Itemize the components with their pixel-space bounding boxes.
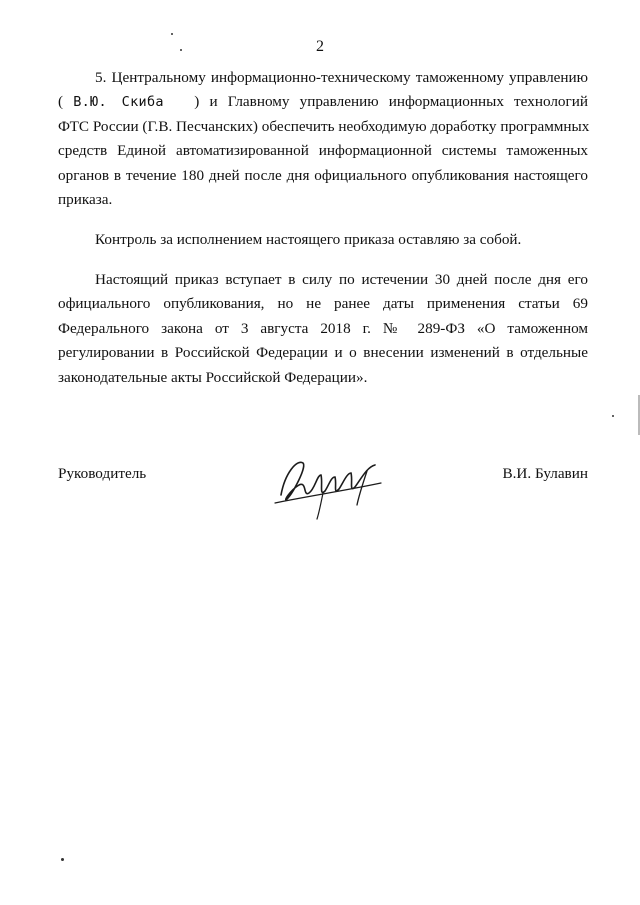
paragraph-5-line-4: средств Единой автоматизированной информационной системы таможенных	[58, 142, 588, 160]
paragraph-5-line-6: приказа.	[58, 191, 113, 209]
paragraph-control-line: Контроль за исполнением настоящего приказа оставляю за собой.	[95, 231, 522, 248]
paragraph-5	[58, 66, 588, 212]
signer-name: В.И. Булавин	[502, 465, 588, 482]
paragraph-5-open-paren: (	[58, 93, 64, 111]
paragraph-5-line-3: ФТС России (Г.В. Песчанских) обеспечить необходимую доработку программных	[58, 117, 590, 135]
paragraph-effect-line-2: официального опубликования, но не ранее даты применения статьи 69	[58, 295, 588, 313]
page-number: 2	[316, 38, 324, 55]
paragraph-effective-date	[58, 268, 588, 390]
paragraph-effect-line-4: регулировании в Российской Федерации и о внесении изменений в отдельные	[58, 344, 588, 362]
scan-speck	[171, 33, 173, 35]
scan-speck	[612, 415, 614, 417]
paragraph-5-line-1: 5. Центральному информационно-техническому таможенному управлению	[95, 69, 588, 86]
paragraph-control	[58, 228, 588, 252]
paragraph-5-line-2-rest: ) и Главному управлению информационных технологий	[194, 93, 588, 111]
signature-block	[58, 461, 588, 521]
typed-name-insert: В.Ю. Скиба	[73, 94, 164, 111]
paragraph-effect-line-5: законодательные акты Российской Федерации».	[58, 368, 368, 386]
signer-title: Руководитель	[58, 465, 147, 482]
scan-speck	[180, 49, 182, 51]
paragraph-5-line-5: органов в течение 180 дней после дня официального опубликования настоящего	[58, 166, 588, 184]
paragraph-effect-line-3: Федерального закона от 3 августа 2018 г. № 289-ФЗ «О таможенном	[58, 319, 588, 337]
handwritten-signature	[263, 453, 393, 523]
paragraph-5-line-2	[58, 90, 588, 114]
paragraph-effect-line-1: Настоящий приказ вступает в силу по истечении 30 дней после дня его	[95, 271, 588, 288]
scan-speck	[61, 858, 64, 861]
